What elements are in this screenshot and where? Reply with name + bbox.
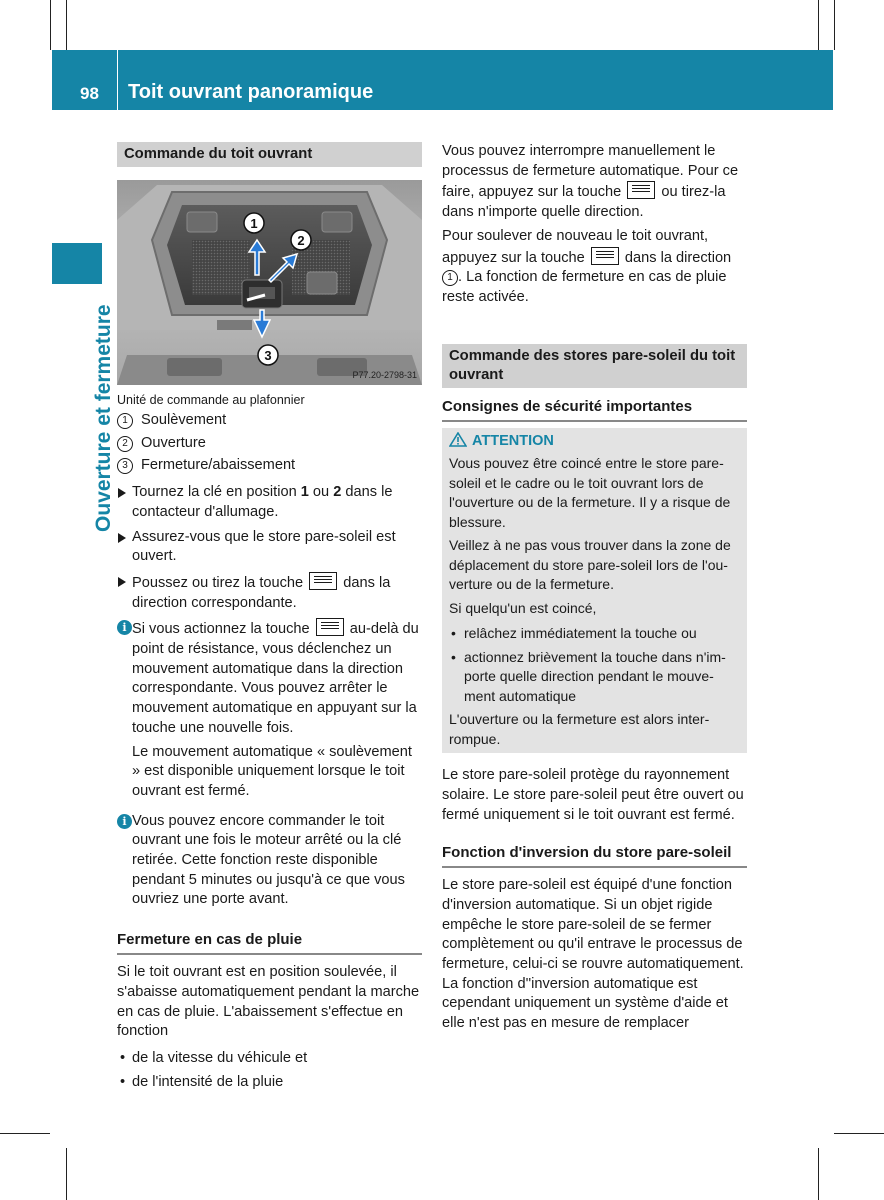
crop-mark <box>66 0 67 50</box>
paragraph-text: Pour soulever de nouveau le toit ouvrant, appuyez sur la touche <box>442 227 709 266</box>
warning-triangle-icon <box>449 432 467 447</box>
legend-text: Soulèvement <box>141 412 227 428</box>
crop-mark <box>834 0 835 50</box>
sunroof-switch-icon <box>627 181 655 199</box>
info-note <box>117 618 422 801</box>
crop-mark <box>0 1133 50 1134</box>
paragraph <box>442 142 747 223</box>
legend-number: 3 <box>117 458 133 474</box>
figure-overhead-control-unit <box>117 180 422 385</box>
info-text: Vous pouvez encore commander le toit ouvrant une fois le moteur arrêté ou la clé retirée. Cette fonction reste disponible pendant 5 minutes ou jusqu'à ce que vous ouvriez une porte avant. <box>132 812 405 908</box>
paragraph <box>442 227 747 308</box>
figure-reference: P77.20-2798-31 <box>352 370 417 380</box>
info-note <box>117 812 422 911</box>
paragraph-text: dans la direction <box>620 249 732 266</box>
legend-item <box>117 434 422 454</box>
sunroof-switch-icon <box>316 618 344 636</box>
paragraph-text: ou tirez-la dans n'importe quelle direction. <box>442 184 726 221</box>
step-item <box>117 572 422 613</box>
paragraph-text: Vous pouvez interrompre manuellement le processus de fermeture automatique. Pour ce faire, appuyez sur la touche <box>442 143 739 201</box>
warning-text: Veillez à ne pas vous trouver dans la zone de déplacement du store pare-soleil lors de l'ouverture ou de la fermeture. <box>449 537 731 593</box>
paragraph: Le store pare-soleil est équipé d'une fonction d'inversion automatique. Si un objet rigide empêche le store pare-soleil de se fermer complètement ou qu'il entrave le processus de fermeture, celui-ci se rouvre automatiquement. La fonction d''inversion automatique est cependant uniquement un système d'aide et elle n'est pas en mesure de remplacer <box>442 877 744 1032</box>
list-item: • relâchez immédiatement la touche ou <box>449 624 740 644</box>
step-text: dans la direction correspondante. <box>132 574 391 611</box>
right-column <box>442 142 747 1034</box>
crop-mark <box>50 0 51 50</box>
inversion-heading: Fonction d'inversion du store pare-soleil <box>442 843 747 868</box>
sunroof-switch-icon <box>591 247 619 265</box>
legend-item <box>117 456 422 476</box>
safety-heading: Consignes de sécurité importantes <box>442 397 747 422</box>
figure-callout-3: 3 <box>264 348 272 363</box>
figure-callout-2: 2 <box>297 233 305 248</box>
crop-mark <box>818 1148 819 1200</box>
section-heading: Commande du toit ouvrant <box>117 142 422 167</box>
paragraph: Le store pare-soleil protège du rayonnement solaire. Le store pare-soleil peut être ouvert ou fermé uniquement si le toit ouvrant est fermé. <box>442 767 744 823</box>
header-divider <box>117 50 118 110</box>
warning-text: L'ouverture ou la fermeture est alors interrompue. <box>449 711 710 747</box>
info-icon: i <box>117 814 132 829</box>
legend-text: Fermeture/abaissement <box>141 457 296 474</box>
step-text: Poussez ou tirez la touche <box>132 574 308 591</box>
step-item <box>117 483 422 522</box>
callout-number: 1 <box>442 270 458 286</box>
crop-mark <box>834 1133 884 1134</box>
step-text: Assurez-vous que le store pare-soleil est ouvert. <box>132 528 396 565</box>
warning-text: Vous pouvez être coincé entre le store paresoleil et le cadre ou le toit ouvrant lors de l'ouverture ou de la fermeture. Il y a risque de blessure. <box>449 455 731 530</box>
section-heading: Commande des stores pare-soleil du toit ouvrant <box>442 344 747 388</box>
legend-item <box>117 411 422 431</box>
crop-mark <box>818 0 819 50</box>
info-icon: i <box>117 620 132 635</box>
warning-title <box>449 432 740 452</box>
info-text: Si vous actionnez la touche <box>132 621 314 638</box>
legend-list <box>117 411 422 476</box>
side-tab-label: Ouverture et fermeture <box>92 304 115 532</box>
warning-title-text: ATTENTION <box>472 432 554 449</box>
rain-closing-text: Si le toit ouvrant est en position soulevée, il s'abaisse automatiquement pendant la marche en cas de pluie. L'abaissement s'effectue en fonction <box>117 964 420 1040</box>
list-item: • de la vitesse du véhicule et <box>117 1049 422 1069</box>
page-number: 98 <box>80 84 99 103</box>
info-text: au-delà du point de résistance, vous déclenchez un mouvement automatique dans la direction correspondante. Vous pouvez arrêter le mouvement automatique en appuyant sur la touche une nouvelle fois. <box>132 621 419 736</box>
info-text: Le mouvement automatique « soulèvement » est disponible uniquement lorsque le toit ouvrant est fermé. <box>132 743 412 799</box>
figure-caption: Unité de commande au plafonnier <box>117 393 305 407</box>
legend-number: 2 <box>117 436 133 452</box>
list-item: • de l'intensité de la pluie <box>117 1073 422 1093</box>
page-title: Toit ouvrant panoramique <box>128 81 374 103</box>
key-position: 2 <box>333 484 342 501</box>
legend-number: 1 <box>117 413 133 429</box>
figure-callout-1: 1 <box>250 216 258 231</box>
left-column <box>117 142 422 1092</box>
sunroof-switch-icon <box>309 572 337 590</box>
warning-text: Si quelqu'un est coincé, <box>449 599 597 616</box>
legend-text: Ouverture <box>141 434 206 451</box>
warning-box <box>442 428 747 754</box>
rain-closing-heading: Fermeture en cas de pluie <box>117 930 422 955</box>
list-item: • actionnez brièvement la touche dans n'importe quelle direction pendant le mouvement automatique <box>449 648 740 707</box>
key-position: 1 <box>300 484 309 501</box>
paragraph-text: . La fonction de fermeture en cas de pluie reste activée. <box>442 269 727 305</box>
step-text: dans le contacteur d'allumage. <box>132 484 393 520</box>
step-text: Tournez la clé en position <box>132 484 301 501</box>
crop-mark <box>66 1148 67 1200</box>
step-text: ou <box>308 484 334 501</box>
overhead-control-photo <box>117 180 422 385</box>
side-tab-marker <box>52 243 102 284</box>
step-item <box>117 528 422 567</box>
